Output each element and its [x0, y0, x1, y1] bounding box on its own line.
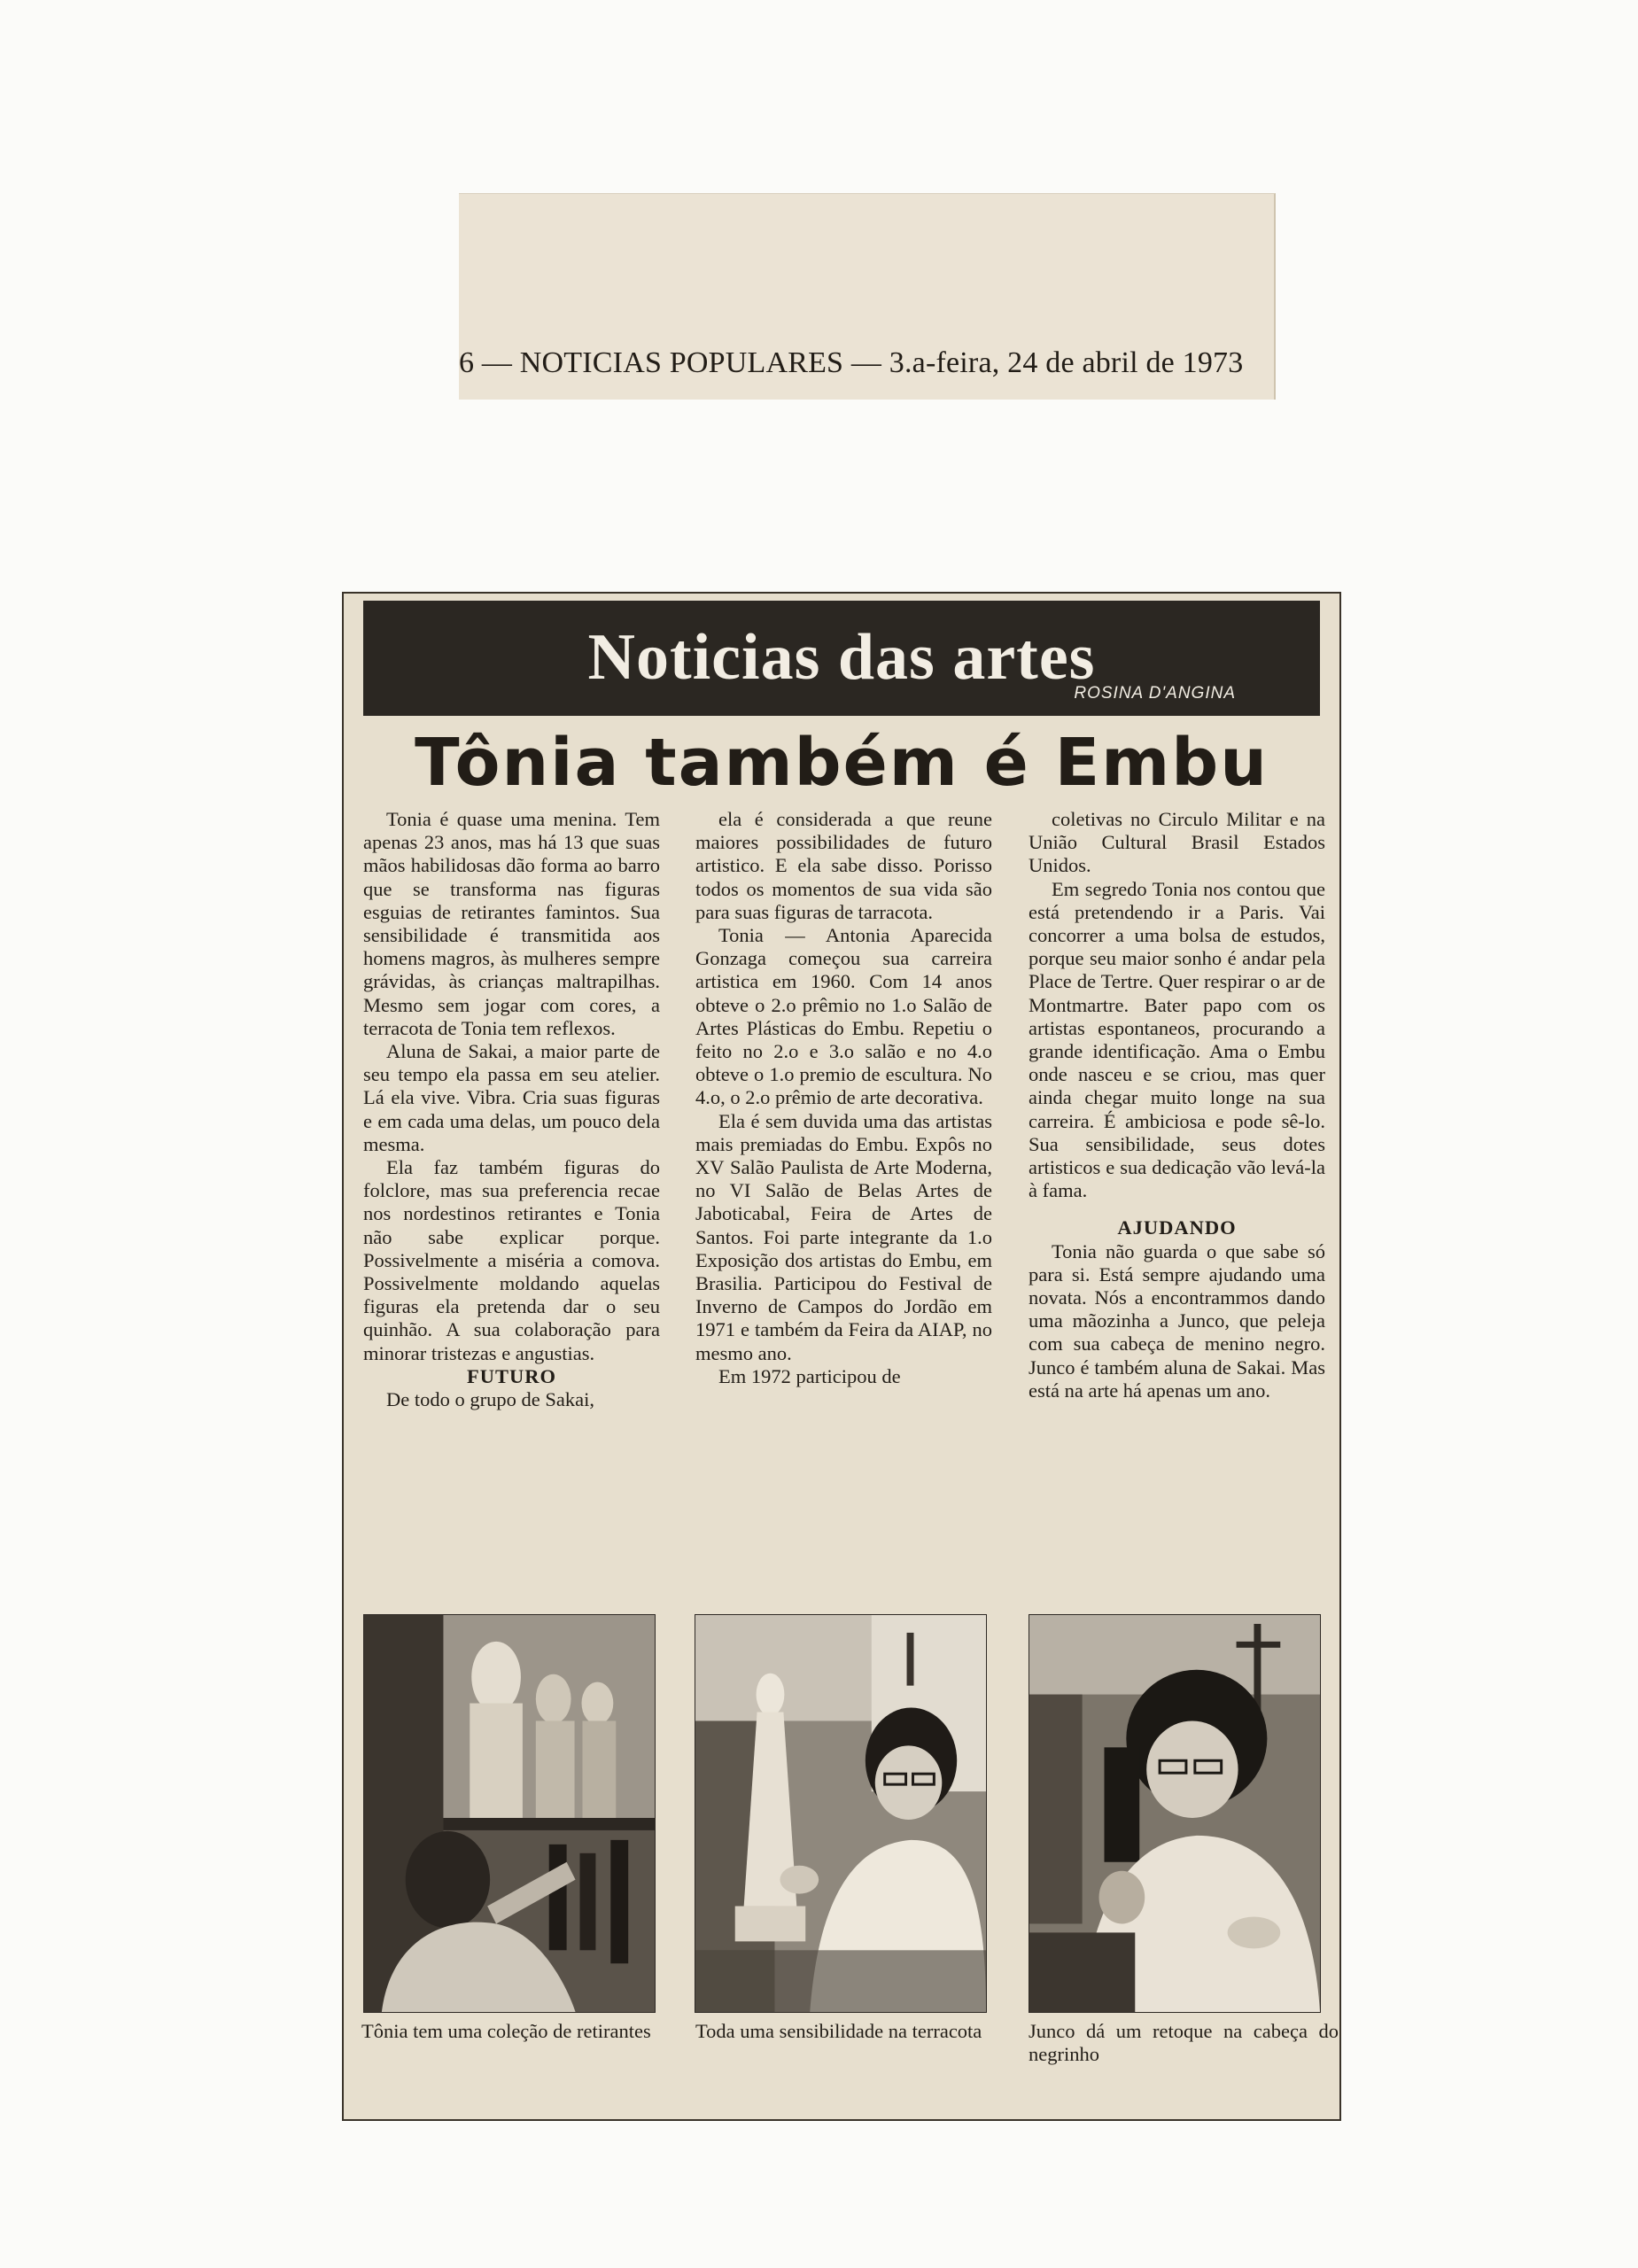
section-banner	[363, 601, 1320, 716]
paragraph: ela é considerada a que reune maiores possibilidades de futuro artistico. E ela sabe disso. Porisso todos os momentos de sua vida são para suas figuras de tarracota.	[695, 808, 992, 923]
subhead-futuro: FUTURO	[467, 1364, 556, 1387]
paragraph: Ela faz também figuras do folclore, mas sua preferencia recae nos nordestinos retirantes e Tonia não sabe explicar porque. Possivelmente a miséria a comova. Possivelmente moldando aquelas figuras ela pretenda dar o seu quinhão. A sua colaboração para minorar tristezas e angustias.	[363, 1156, 660, 1364]
photo-caption: Toda uma sensibilidade na terracota	[695, 2020, 982, 2042]
section-title: Noticias das artes	[587, 621, 1096, 694]
paragraph: Ela é sem duvida uma das artistas mais premiadas do Embu. Expôs no XV Salão Paulista de Arte Moderna, no VI Salão de Belas Artes de Jaboticabal, Feira de Artes de Santos. Foi parte integrante da 1.o Exposição dos artistas do Embu, em Brasilia. Participou do Festival de Inverno de Campos do Jordão em 1971 e também da Feira da AIAP, no mesmo ano.	[695, 1109, 992, 1364]
article-column-3	[1029, 808, 1325, 1402]
paragraph: Tonia — Antonia Aparecida Gonzaga começou sua carreira artistica em 1960. Com 14 anos obteve o 2.o prêmio no 1.o Salão de Artes Plásticas do Embu. Repetiu o feito no 2.o e 3.o salão e no 4.o obteve o 1.o premio de escultura. No 4.o, o 2.o prêmio de arte decorativa.	[695, 924, 992, 1109]
header-clipping	[459, 193, 1276, 400]
paragraph: Tonia não guarda o que sabe só para si. Está sempre ajudando uma novata. Nós a encontrammos dando uma mãozinha a Junco, que peleja com sua cabeça de menino negro. Junco é também aluna de Sakai. Mas está na arte há apenas um ano.	[1029, 1239, 1325, 1402]
paragraph: Aluna de Sakai, a maior parte de seu tempo ela passa em seu atelier. Lá ela vive. Vibra. Cria suas figuras e em cada uma delas, um pouco dela mesma.	[363, 1040, 660, 1155]
paragraph: Tonia é quase uma menina. Tem apenas 23 anos, mas há 13 que suas mãos habilidosas dão forma ao barro que se transforma nas figuras esguias de retirantes famintos. Sua sensibilidade é transmitida aos homens magros, às mulheres sempre grávidas, às crianças maltrapilhas. Mesmo sem jogar com cores, a terracota de Tonia tem reflexos.	[363, 808, 660, 1039]
photo-caption: Tônia tem uma coleção de retirantes	[361, 2020, 651, 2042]
article-clipping	[342, 592, 1341, 2121]
byline: ROSINA D'ANGINA	[1074, 684, 1236, 703]
dateline: 6 — NOTICIAS POPULARES — 3.a-feira, 24 de abril de 1973	[459, 346, 1244, 379]
photo-collection	[363, 1614, 656, 2013]
paragraph: De todo o grupo de Sakai,	[386, 1388, 594, 1411]
article-column-2	[695, 808, 992, 1388]
article-column-1	[363, 808, 660, 1411]
headline: Tônia também é Embu	[415, 725, 1269, 801]
paragraph: Em 1972 participou de	[718, 1364, 901, 1387]
subhead-ajudando: AJUDANDO	[1117, 1216, 1237, 1239]
photo-caption: Junco dá um retoque na cabeça do negrinho	[1029, 2020, 1339, 2065]
paragraph: coletivas no Circulo Militar e na União Cultural Brasil Estados Unidos.	[1029, 808, 1325, 877]
paragraph: Em segredo Tonia nos contou que está pretendendo ir a Paris. Vai concorrer a uma bolsa de estudos, porque seu maior sonho é andar pela Place de Tertre. Quer respirar o ar de Montmartre. Bater papo com os artistas espontaneos, procurando a grande identificação. Ama o Embu onde nasceu e se criou, mas quer ainda chegar muito longe na sua carreira. É ambiciosa e pode sê-lo. Sua sensibilidade, seus dotes artisticos e sua dedicação vão levá-la à fama.	[1029, 877, 1325, 1202]
photo-junco	[1029, 1614, 1321, 2013]
photo-sculpture	[695, 1614, 987, 2013]
